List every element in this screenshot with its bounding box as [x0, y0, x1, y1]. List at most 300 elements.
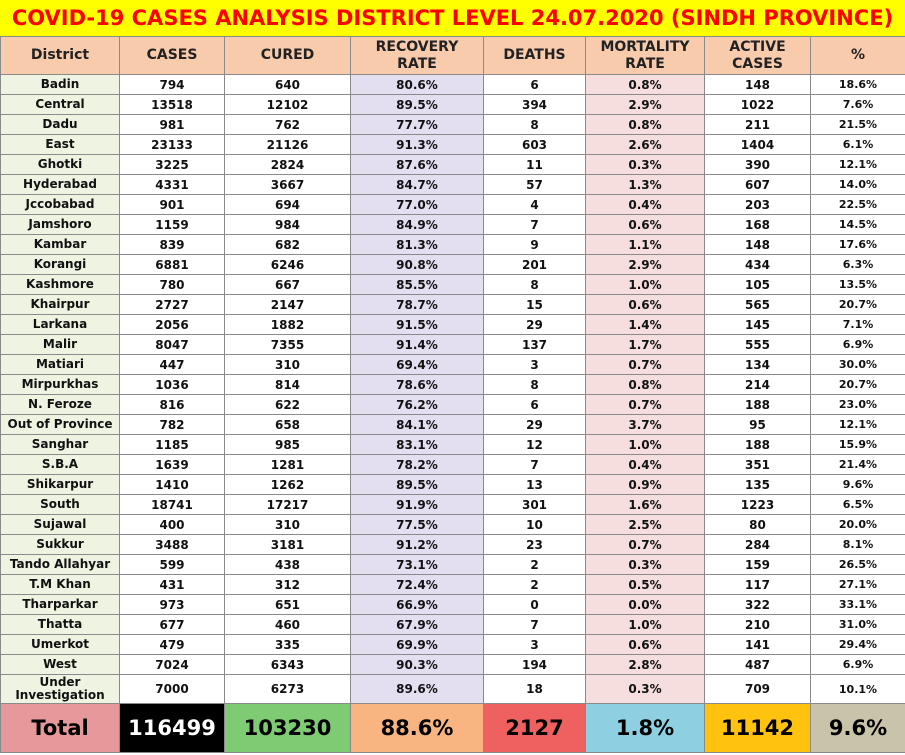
cases-cell: 8047	[120, 335, 225, 355]
active-cases-cell: 322	[705, 595, 811, 615]
cured-cell: 1262	[225, 475, 351, 495]
cured-cell: 3667	[225, 175, 351, 195]
cured-cell: 682	[225, 235, 351, 255]
deaths-cell: 3	[484, 635, 586, 655]
table-row-under-investigation	[1, 675, 905, 704]
mortality-rate-cell: 1.1%	[586, 235, 705, 255]
mortality-rate-cell: 1.0%	[586, 275, 705, 295]
cured-cell: 667	[225, 275, 351, 295]
header-recovery-line2: RATE	[397, 55, 437, 72]
cured-cell: 1882	[225, 315, 351, 335]
deaths-cell: 23	[484, 535, 586, 555]
table-row	[1, 115, 905, 135]
recovery-rate-cell: 72.4%	[351, 575, 484, 595]
cases-cell: 794	[120, 75, 225, 95]
percent-cell: 8.1%	[811, 535, 905, 555]
active-cases-cell: 487	[705, 655, 811, 675]
district-cell: Badin	[1, 75, 120, 95]
mortality-rate-cell: 2.9%	[586, 95, 705, 115]
mortality-rate-cell: 0.6%	[586, 215, 705, 235]
recovery-rate-cell: 91.4%	[351, 335, 484, 355]
district-cell: Tando Allahyar	[1, 555, 120, 575]
district-cell: S.B.A	[1, 455, 120, 475]
recovery-rate-cell: 69.9%	[351, 635, 484, 655]
mortality-rate-cell: 0.3%	[586, 155, 705, 175]
cases-cell: 18741	[120, 495, 225, 515]
recovery-rate-cell: 66.9%	[351, 595, 484, 615]
district-cell: Hyderabad	[1, 175, 120, 195]
recovery-rate-cell: 77.5%	[351, 515, 484, 535]
mortality-rate-cell: 0.4%	[586, 455, 705, 475]
percent-cell: 6.3%	[811, 255, 905, 275]
header-active-line1: ACTIVE	[729, 38, 786, 55]
cured-cell: 1281	[225, 455, 351, 475]
cured-cell: 640	[225, 75, 351, 95]
mortality-rate-cell: 0.9%	[586, 475, 705, 495]
active-cases-cell: 284	[705, 535, 811, 555]
percent-cell: 12.1%	[811, 415, 905, 435]
mortality-rate-cell: 0.8%	[586, 375, 705, 395]
deaths-cell: 394	[484, 95, 586, 115]
mortality-rate-cell: 1.0%	[586, 435, 705, 455]
percent-cell: 33.1%	[811, 595, 905, 615]
percent-cell: 20.7%	[811, 295, 905, 315]
table-row	[1, 375, 905, 395]
deaths-cell: 12	[484, 435, 586, 455]
cases-cell: 3488	[120, 535, 225, 555]
cured-cell: 762	[225, 115, 351, 135]
mortality-rate-cell: 1.6%	[586, 495, 705, 515]
district-cell: Sanghar	[1, 435, 120, 455]
cases-cell: 981	[120, 115, 225, 135]
district-cell: Mirpurkhas	[1, 375, 120, 395]
total-deaths: 2127	[484, 704, 586, 753]
cured-cell: 310	[225, 355, 351, 375]
cured-cell: 460	[225, 615, 351, 635]
cases-cell: 780	[120, 275, 225, 295]
mortality-rate-cell: 1.4%	[586, 315, 705, 335]
district-cell: Khairpur	[1, 295, 120, 315]
deaths-cell: 301	[484, 495, 586, 515]
table-row	[1, 655, 905, 675]
district-cell: Kambar	[1, 235, 120, 255]
table-row	[1, 475, 905, 495]
cases-cell: 13518	[120, 95, 225, 115]
recovery-rate-cell: 81.3%	[351, 235, 484, 255]
table-row	[1, 395, 905, 415]
active-cases-cell: 117	[705, 575, 811, 595]
cured-cell: 12102	[225, 95, 351, 115]
cases-cell: 7000	[120, 675, 225, 704]
cases-cell: 6881	[120, 255, 225, 275]
district-cell: N. Feroze	[1, 395, 120, 415]
active-cases-cell: 203	[705, 195, 811, 215]
percent-cell: 22.5%	[811, 195, 905, 215]
table-row	[1, 575, 905, 595]
table-row	[1, 275, 905, 295]
cases-cell: 2727	[120, 295, 225, 315]
total-percent: 9.6%	[811, 704, 905, 753]
deaths-cell: 2	[484, 555, 586, 575]
district-line2: Investigation	[15, 688, 105, 702]
active-cases-cell: 1223	[705, 495, 811, 515]
header-recovery-line1: RECOVERY	[375, 38, 459, 55]
table-row	[1, 155, 905, 175]
recovery-rate-cell: 91.9%	[351, 495, 484, 515]
cured-cell: 6343	[225, 655, 351, 675]
deaths-cell: 194	[484, 655, 586, 675]
recovery-rate-cell: 77.0%	[351, 195, 484, 215]
table-row	[1, 555, 905, 575]
district-cell: Sujawal	[1, 515, 120, 535]
active-cases-cell: 565	[705, 295, 811, 315]
district-cell: Malir	[1, 335, 120, 355]
percent-cell: 23.0%	[811, 395, 905, 415]
district-cell: Tharparkar	[1, 595, 120, 615]
active-cases-cell: 709	[705, 675, 811, 704]
deaths-cell: 15	[484, 295, 586, 315]
mortality-rate-cell: 2.6%	[586, 135, 705, 155]
header-active-cases	[705, 37, 811, 75]
cases-cell: 479	[120, 635, 225, 655]
percent-cell: 15.9%	[811, 435, 905, 455]
district-cell: Matiari	[1, 355, 120, 375]
table-row	[1, 175, 905, 195]
table-row	[1, 435, 905, 455]
percent-cell: 17.6%	[811, 235, 905, 255]
recovery-rate-cell: 89.5%	[351, 95, 484, 115]
district-line1: Under	[39, 675, 81, 689]
deaths-cell: 7	[484, 215, 586, 235]
percent-cell: 21.4%	[811, 455, 905, 475]
cases-cell: 1159	[120, 215, 225, 235]
active-cases-cell: 95	[705, 415, 811, 435]
deaths-cell: 8	[484, 375, 586, 395]
district-cell: Jccobabad	[1, 195, 120, 215]
mortality-rate-cell: 1.3%	[586, 175, 705, 195]
percent-cell: 9.6%	[811, 475, 905, 495]
district-cell: Thatta	[1, 615, 120, 635]
cases-cell: 816	[120, 395, 225, 415]
mortality-rate-cell: 0.0%	[586, 595, 705, 615]
table-row	[1, 135, 905, 155]
district-cell: Umerkot	[1, 635, 120, 655]
mortality-rate-cell: 2.5%	[586, 515, 705, 535]
deaths-cell: 57	[484, 175, 586, 195]
active-cases-cell: 148	[705, 75, 811, 95]
deaths-cell: 0	[484, 595, 586, 615]
percent-cell: 7.1%	[811, 315, 905, 335]
table-row	[1, 335, 905, 355]
header-cured: CURED	[225, 37, 351, 75]
district-cell: T.M Khan	[1, 575, 120, 595]
mortality-rate-cell: 0.4%	[586, 195, 705, 215]
active-cases-cell: 434	[705, 255, 811, 275]
header-mortality-line1: MORTALITY	[600, 38, 690, 55]
header-percent: %	[811, 37, 905, 75]
table-row	[1, 315, 905, 335]
recovery-rate-cell: 73.1%	[351, 555, 484, 575]
district-cell: Shikarpur	[1, 475, 120, 495]
percent-cell: 6.1%	[811, 135, 905, 155]
deaths-cell: 13	[484, 475, 586, 495]
recovery-rate-cell: 89.6%	[351, 675, 484, 704]
active-cases-cell: 168	[705, 215, 811, 235]
cured-cell: 335	[225, 635, 351, 655]
percent-cell: 14.0%	[811, 175, 905, 195]
table-row	[1, 215, 905, 235]
cured-cell: 2824	[225, 155, 351, 175]
district-cell: Korangi	[1, 255, 120, 275]
mortality-rate-cell: 0.7%	[586, 355, 705, 375]
cases-cell: 1410	[120, 475, 225, 495]
deaths-cell: 2	[484, 575, 586, 595]
district-cell: Out of Province	[1, 415, 120, 435]
active-cases-cell: 214	[705, 375, 811, 395]
active-cases-cell: 1404	[705, 135, 811, 155]
cases-cell: 3225	[120, 155, 225, 175]
table-row	[1, 595, 905, 615]
deaths-cell: 8	[484, 115, 586, 135]
district-cell: Ghotki	[1, 155, 120, 175]
table-row	[1, 75, 905, 95]
recovery-rate-cell: 89.5%	[351, 475, 484, 495]
table-row	[1, 495, 905, 515]
cured-cell: 622	[225, 395, 351, 415]
cases-cell: 839	[120, 235, 225, 255]
cured-cell: 6246	[225, 255, 351, 275]
mortality-rate-cell: 3.7%	[586, 415, 705, 435]
deaths-cell: 3	[484, 355, 586, 375]
deaths-cell: 11	[484, 155, 586, 175]
percent-cell: 26.5%	[811, 555, 905, 575]
deaths-cell: 29	[484, 415, 586, 435]
percent-cell: 29.4%	[811, 635, 905, 655]
cured-cell: 17217	[225, 495, 351, 515]
district-cell: West	[1, 655, 120, 675]
percent-cell: 10.1%	[811, 675, 905, 704]
cases-cell: 7024	[120, 655, 225, 675]
total-recovery-rate: 88.6%	[351, 704, 484, 753]
percent-cell: 30.0%	[811, 355, 905, 375]
mortality-rate-cell: 0.3%	[586, 675, 705, 704]
active-cases-cell: 607	[705, 175, 811, 195]
active-cases-cell: 210	[705, 615, 811, 635]
cases-cell: 431	[120, 575, 225, 595]
recovery-rate-cell: 90.8%	[351, 255, 484, 275]
percent-cell: 20.0%	[811, 515, 905, 535]
cured-cell: 694	[225, 195, 351, 215]
district-cell	[1, 675, 120, 704]
cured-cell: 438	[225, 555, 351, 575]
mortality-rate-cell: 0.7%	[586, 395, 705, 415]
recovery-rate-cell: 69.4%	[351, 355, 484, 375]
district-cell: Sukkur	[1, 535, 120, 555]
percent-cell: 31.0%	[811, 615, 905, 635]
deaths-cell: 29	[484, 315, 586, 335]
table-body	[1, 75, 905, 704]
percent-cell: 20.7%	[811, 375, 905, 395]
active-cases-cell: 145	[705, 315, 811, 335]
cured-cell: 312	[225, 575, 351, 595]
total-cured: 103230	[225, 704, 351, 753]
header-recovery-rate	[351, 37, 484, 75]
active-cases-cell: 134	[705, 355, 811, 375]
cases-cell: 2056	[120, 315, 225, 335]
table-row	[1, 255, 905, 275]
cases-table	[0, 36, 905, 753]
percent-cell: 6.9%	[811, 655, 905, 675]
recovery-rate-cell: 77.7%	[351, 115, 484, 135]
mortality-rate-cell: 0.7%	[586, 535, 705, 555]
active-cases-cell: 159	[705, 555, 811, 575]
table-row	[1, 455, 905, 475]
cases-cell: 23133	[120, 135, 225, 155]
deaths-cell: 8	[484, 275, 586, 295]
recovery-rate-cell: 67.9%	[351, 615, 484, 635]
table-row	[1, 95, 905, 115]
table-header	[1, 37, 905, 75]
district-cell: Jamshoro	[1, 215, 120, 235]
cured-cell: 310	[225, 515, 351, 535]
mortality-rate-cell: 2.9%	[586, 255, 705, 275]
cured-cell: 814	[225, 375, 351, 395]
cured-cell: 6273	[225, 675, 351, 704]
recovery-rate-cell: 78.7%	[351, 295, 484, 315]
percent-cell: 6.9%	[811, 335, 905, 355]
active-cases-cell: 141	[705, 635, 811, 655]
header-district: District	[1, 37, 120, 75]
page-title: COVID-19 CASES ANALYSIS DISTRICT LEVEL 24.07.2020 (SINDH PROVINCE)	[0, 0, 905, 37]
header-cases: CASES	[120, 37, 225, 75]
total-row	[1, 704, 905, 753]
table-row	[1, 635, 905, 655]
district-cell: Dadu	[1, 115, 120, 135]
district-cell: Kashmore	[1, 275, 120, 295]
cases-cell: 1185	[120, 435, 225, 455]
total-mortality-rate: 1.8%	[586, 704, 705, 753]
recovery-rate-cell: 91.3%	[351, 135, 484, 155]
recovery-rate-cell: 84.1%	[351, 415, 484, 435]
recovery-rate-cell: 84.7%	[351, 175, 484, 195]
table-row	[1, 515, 905, 535]
recovery-rate-cell: 91.2%	[351, 535, 484, 555]
deaths-cell: 10	[484, 515, 586, 535]
district-cell: Central	[1, 95, 120, 115]
table-row	[1, 195, 905, 215]
active-cases-cell: 211	[705, 115, 811, 135]
active-cases-cell: 555	[705, 335, 811, 355]
cured-cell: 651	[225, 595, 351, 615]
cured-cell: 984	[225, 215, 351, 235]
cured-cell: 21126	[225, 135, 351, 155]
recovery-rate-cell: 80.6%	[351, 75, 484, 95]
cases-cell: 400	[120, 515, 225, 535]
mortality-rate-cell: 1.0%	[586, 615, 705, 635]
mortality-rate-cell: 0.6%	[586, 635, 705, 655]
table-row	[1, 355, 905, 375]
table-row	[1, 235, 905, 255]
cases-cell: 1639	[120, 455, 225, 475]
recovery-rate-cell: 90.3%	[351, 655, 484, 675]
percent-cell: 6.5%	[811, 495, 905, 515]
total-cases: 116499	[120, 704, 225, 753]
deaths-cell: 6	[484, 395, 586, 415]
cases-cell: 447	[120, 355, 225, 375]
deaths-cell: 18	[484, 675, 586, 704]
cases-cell: 782	[120, 415, 225, 435]
cases-cell: 677	[120, 615, 225, 635]
mortality-rate-cell: 0.8%	[586, 115, 705, 135]
active-cases-cell: 351	[705, 455, 811, 475]
cured-cell: 3181	[225, 535, 351, 555]
district-cell: Larkana	[1, 315, 120, 335]
recovery-rate-cell: 76.2%	[351, 395, 484, 415]
table-row	[1, 535, 905, 555]
deaths-cell: 9	[484, 235, 586, 255]
active-cases-cell: 390	[705, 155, 811, 175]
mortality-rate-cell: 0.8%	[586, 75, 705, 95]
deaths-cell: 201	[484, 255, 586, 275]
active-cases-cell: 135	[705, 475, 811, 495]
deaths-cell: 603	[484, 135, 586, 155]
deaths-cell: 6	[484, 75, 586, 95]
recovery-rate-cell: 85.5%	[351, 275, 484, 295]
active-cases-cell: 80	[705, 515, 811, 535]
mortality-rate-cell: 2.8%	[586, 655, 705, 675]
mortality-rate-cell: 0.6%	[586, 295, 705, 315]
deaths-cell: 7	[484, 455, 586, 475]
mortality-rate-cell: 0.3%	[586, 555, 705, 575]
active-cases-cell: 148	[705, 235, 811, 255]
deaths-cell: 7	[484, 615, 586, 635]
recovery-rate-cell: 78.6%	[351, 375, 484, 395]
cured-cell: 658	[225, 415, 351, 435]
table-row	[1, 295, 905, 315]
district-cell: South	[1, 495, 120, 515]
recovery-rate-cell: 78.2%	[351, 455, 484, 475]
cured-cell: 985	[225, 435, 351, 455]
recovery-rate-cell: 84.9%	[351, 215, 484, 235]
cases-cell: 4331	[120, 175, 225, 195]
table-row	[1, 415, 905, 435]
total-label: Total	[1, 704, 120, 753]
percent-cell: 14.5%	[811, 215, 905, 235]
percent-cell: 18.6%	[811, 75, 905, 95]
mortality-rate-cell: 0.5%	[586, 575, 705, 595]
deaths-cell: 4	[484, 195, 586, 215]
district-cell: East	[1, 135, 120, 155]
active-cases-cell: 188	[705, 395, 811, 415]
header-active-line2: CASES	[732, 55, 783, 72]
cases-cell: 973	[120, 595, 225, 615]
active-cases-cell: 105	[705, 275, 811, 295]
percent-cell: 12.1%	[811, 155, 905, 175]
active-cases-cell: 1022	[705, 95, 811, 115]
cases-cell: 1036	[120, 375, 225, 395]
header-mortality-rate	[586, 37, 705, 75]
cases-cell: 901	[120, 195, 225, 215]
percent-cell: 21.5%	[811, 115, 905, 135]
recovery-rate-cell: 91.5%	[351, 315, 484, 335]
percent-cell: 13.5%	[811, 275, 905, 295]
mortality-rate-cell: 1.7%	[586, 335, 705, 355]
active-cases-cell: 188	[705, 435, 811, 455]
deaths-cell: 137	[484, 335, 586, 355]
total-active-cases: 11142	[705, 704, 811, 753]
cured-cell: 7355	[225, 335, 351, 355]
header-mortality-line2: RATE	[625, 55, 665, 72]
